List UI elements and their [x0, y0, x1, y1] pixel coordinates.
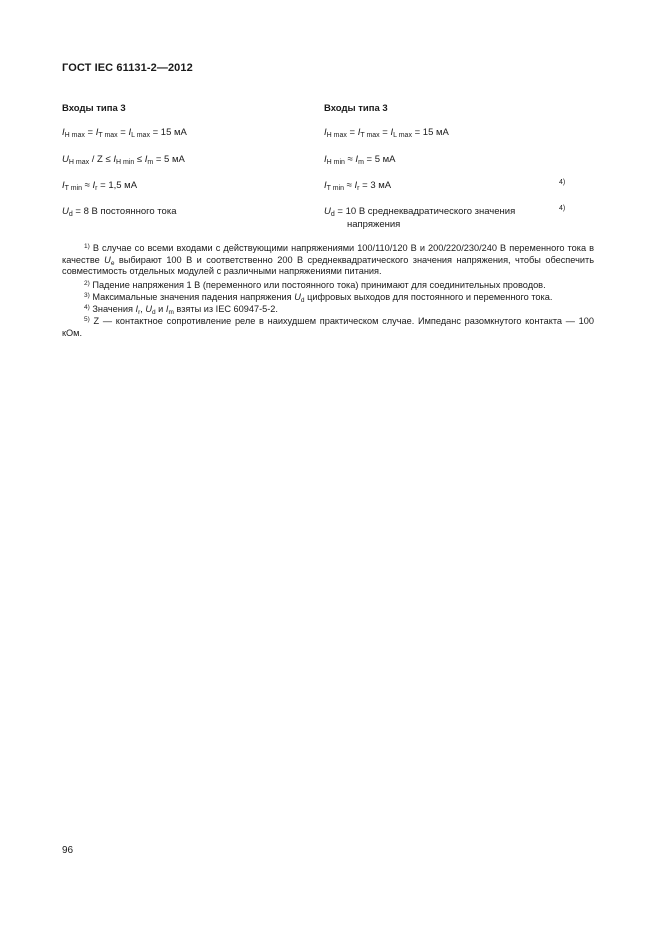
footnote-3: $^{3)}$ Максимальные значения падения напряжения $U_d$ цифровых выходов для постоянного и переменного тока.: [84, 292, 553, 304]
right-formula-3: $I_{T min} \approx I_r = 3$ мА: [324, 180, 392, 192]
footnote-1-marker: 1): [84, 243, 90, 250]
footnote-1-ue: U: [104, 254, 111, 265]
page-number: 96: [62, 845, 74, 856]
left-formula-1: $I_{H max} = I_{T max} = I_{L max} = 15$ мА: [62, 127, 187, 139]
footnote-5-text: Z — контактное сопротивление реле в наихудшем практическом случае. Импеданс разомкнутого контакта — 100 кОм.: [62, 316, 594, 338]
footnote-1-text-b: выбирают 100 В и соответственно 200 В среднеквадратического значения напряжения, чтобы обеспечить совместимость отдельных модулей с различными напряжениями питания.: [62, 254, 594, 277]
document-header: ГОСТ IEC 61131-2—2012: [62, 62, 193, 74]
left-formula-2: $U_{H max} / Z \le I_{H min} \le I_m = 5$ мА: [62, 154, 185, 166]
footnote-2: [62, 280, 594, 292]
footnote-4-marker: 4): [84, 304, 90, 311]
footnote-1-text-a: В случае со всеми входами с действующими напряжениями 100/110/120 В и 200/220/230/240 В переменного тока в качестве: [62, 243, 594, 265]
footnote-5: [62, 316, 594, 339]
footnote-4: $^{4)}$ Значения $I_r$, $U_d$ и $I_m$ взяты из IEC 60947-5-2.: [84, 304, 278, 316]
right-formula-3-note: 4): [559, 179, 566, 186]
right-formula-4-note: 4): [559, 205, 566, 212]
left-formula-3: $I_{T min} \approx I_r = 1,5$ мА: [62, 180, 138, 192]
right-formula-2: $I_{H min} \approx I_m = 5$ мА: [324, 154, 396, 166]
right-formula-4-line2: напряжения: [347, 219, 401, 230]
right-formula-1: $I_{H max} = I_{T max} = I_{L max} = 15$ мА: [324, 127, 449, 139]
footnote-2-text: Падение напряжения 1 В (переменного или постоянного тока) принимают для соединительных проводов.: [92, 280, 546, 290]
footnote-5-marker: 5): [84, 316, 90, 323]
footnote-2-marker: 2): [84, 280, 90, 287]
footnote-3-text-a: Максимальные значения падения напряжения: [92, 292, 292, 302]
footnote-4-text-a: Значения: [92, 304, 133, 314]
right-formula-4: $U_d = 10$ В среднеквадратического значения: [324, 206, 516, 218]
footnote-3-text-b: цифровых выходов для постоянного и переменного тока.: [307, 292, 553, 302]
left-section-heading: Входы типа 3: [62, 103, 126, 114]
left-formula-4: $U_d = 8$ В постоянного тока: [62, 206, 177, 218]
footnote-4-text-b: взяты из IEC 60947-5-2.: [176, 304, 278, 314]
footnote-1: $^{1)}$ В случае со всеми входами с действующими напряжениями 100/110/120 В и 200/220/230/240 В переменного тока в качестве $U_e$ выбирают 100 В и соответственно 200 В среднеквадратического значения напряжения, чтобы обеспечить совместимость отдельных модулей с различными напряжениями питания.: [62, 243, 594, 277]
footnote-3-marker: 3): [84, 292, 90, 299]
right-section-heading: Входы типа 3: [324, 103, 388, 114]
